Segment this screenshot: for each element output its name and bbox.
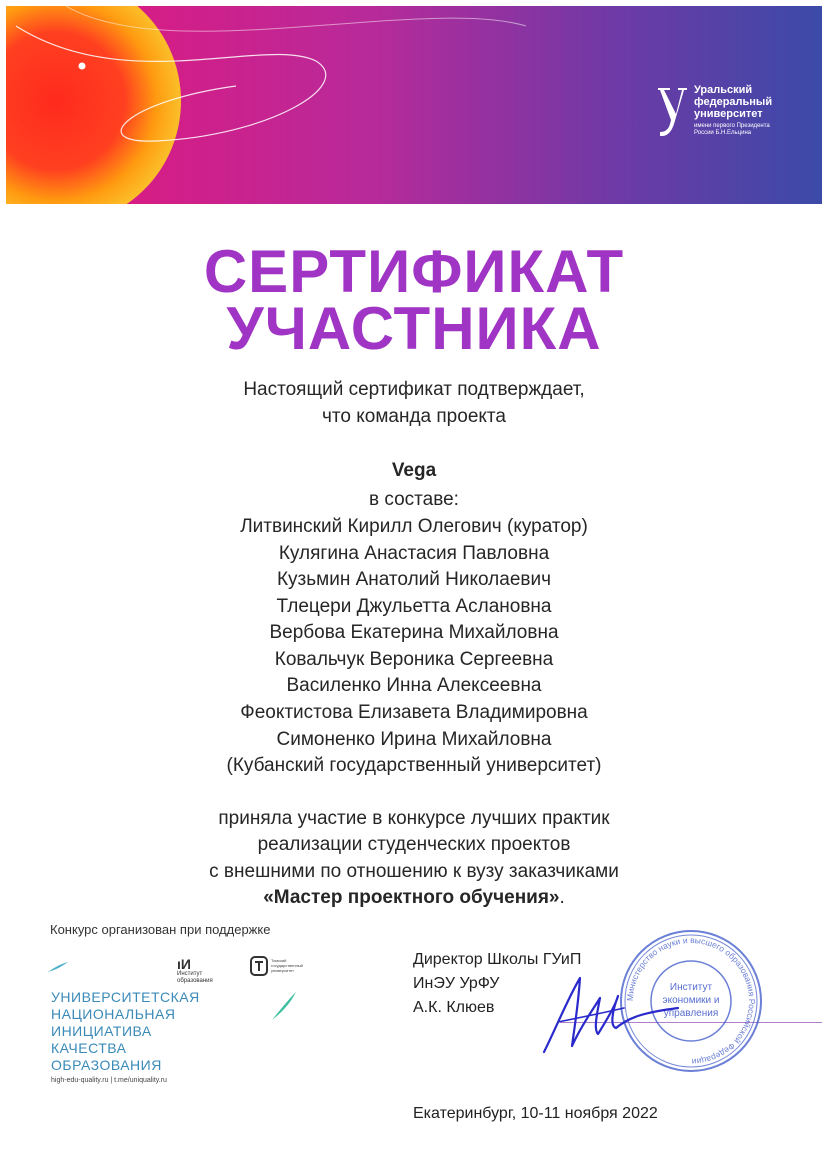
initiative-name: УНИВЕРСИТЕТСКАЯ НАЦИОНАЛЬНАЯ ИНИЦИАТИВА КАЧЕСТВА ОБРАЗОВАНИЯ xyxy=(51,989,200,1073)
intro-line-1: Настоящий сертификат подтверждает, xyxy=(243,379,585,400)
tusur-logo: Томский государственный университет xyxy=(250,956,300,978)
initiative-url: high-edu-quality.ru | t.me/uniquality.ru xyxy=(51,1077,167,1084)
member-item: Василенко Инна Алексеевна xyxy=(286,675,542,696)
support-text: Конкурс организован при поддержке xyxy=(50,922,271,937)
signatory-org: ИнЭУ УрФУ xyxy=(413,975,500,992)
composition-label: в составе: xyxy=(369,489,459,510)
city-date: Екатеринбург, 10-11 ноября 2022 xyxy=(413,1105,658,1122)
institute-logo: ıИ Институт образования xyxy=(177,956,213,984)
member-item: Ковальчук Вероника Сергеевна xyxy=(274,649,554,670)
institute-mark-icon: ıИ xyxy=(177,956,191,972)
team-name: Vega xyxy=(391,460,437,481)
signatory-position: Директор Школы ГУиП xyxy=(413,951,582,968)
member-item: Вербова Екатерина Михайловна xyxy=(269,622,559,643)
participation-line-1: приняла участие в конкурсе лучших практик xyxy=(218,808,610,829)
member-item: Тлецери Джульетта Аслановна xyxy=(276,596,552,617)
member-item: Литвинский Кирилл Олегович (куратор) xyxy=(240,516,588,537)
handwritten-signature xyxy=(538,968,688,1058)
member-item: Кузьмин Анатолий Николаевич xyxy=(276,569,551,590)
svg-text:экономики и: экономики и xyxy=(662,995,720,1006)
urfu-logo: Уральский федеральный университет имени первого Президента России Б.Н.Ельцина xyxy=(656,84,786,144)
participation-line-3: с внешними по отношению к вузу заказчиками xyxy=(209,861,619,882)
participation-line-2: реализации студенческих проектов xyxy=(257,834,571,855)
contest-name: «Мастер проектного обучения» xyxy=(263,887,560,908)
header-banner xyxy=(6,6,822,204)
svg-text:Институт: Институт xyxy=(669,982,713,993)
intro-line-2: что команда проекта xyxy=(322,406,506,427)
contest-name-line: «Мастер проектного обучения». xyxy=(263,887,565,908)
svg-text:управления: управления xyxy=(663,1008,719,1019)
signatory-name: А.К. Клюев xyxy=(413,999,495,1016)
certificate-title-line-2: УЧАСТНИКА xyxy=(226,295,602,362)
certificate-title-line-1: СЕРТИФИКАТ xyxy=(203,238,625,305)
member-item: Кулягина Анастасия Павловна xyxy=(278,543,550,564)
svg-text:Министерство науки и высшего о: Министерство науки и высшего образования Российской Федерации xyxy=(624,934,758,1068)
tusur-mark-icon xyxy=(250,956,268,976)
member-item: Симоненко Ирина Михайловна xyxy=(276,729,552,750)
member-item: Феоктистова Елизавета Владимировна xyxy=(240,702,588,723)
bird-icon xyxy=(46,960,70,974)
member-affiliation: (Кубанский государственный университет) xyxy=(226,755,602,776)
urfu-mark-icon xyxy=(656,86,688,138)
bird-icon xyxy=(270,990,298,1022)
